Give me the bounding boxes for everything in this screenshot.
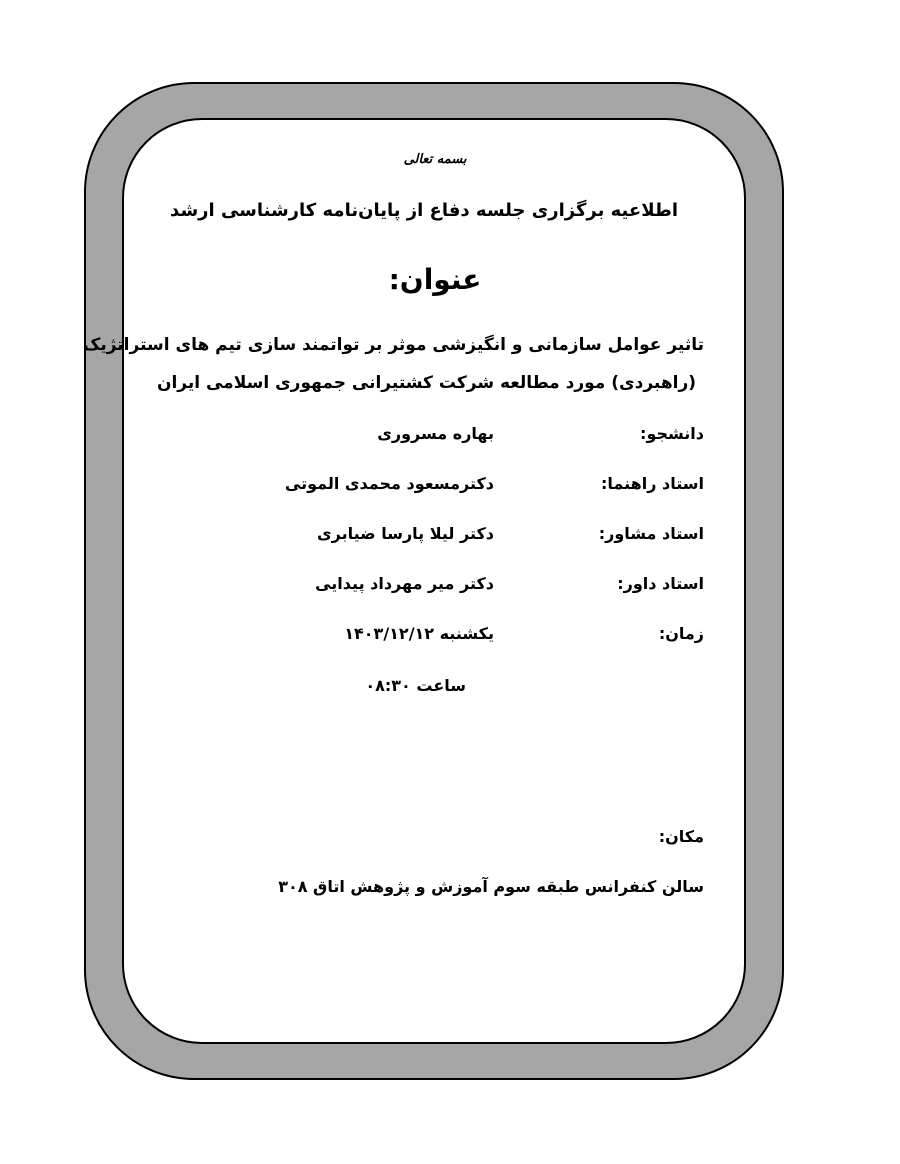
advisor-value: دکتر لیلا پارسا ضیابری [317,524,494,543]
date-value: یکشنبه ۱۴۰۳/۱۲/۱۲ [344,624,494,643]
place-value: سالن کنفرانس طبقه سوم آموزش و پژوهش اتاق ۳۰۸ [278,877,704,896]
date-label: زمان: [658,624,704,643]
student-value: بهاره مسروری [377,424,494,443]
invocation-heading: بسمه تعالی [403,152,467,167]
thesis-title-line-2: (راهبردی) مورد مطالعه شرکت کشتیرانی جمهوری اسلامی ایران [156,373,696,393]
advisor-label: استاد مشاور: [598,524,704,543]
thesis-title-line-1: تاثیر عوامل سازمانی و انگیزشی موثر بر تواتمند سازی تیم های استراتژیک [82,335,704,355]
referee-value: دکتر میر مهرداد پیدایی [315,574,494,593]
time-value: ساعت ۰۸:۳۰ [365,676,466,695]
title-label: عنوان: [388,263,482,296]
referee-label: استاد داور: [617,574,704,593]
student-label: دانشجو: [640,424,704,443]
place-label: مکان: [658,827,704,846]
announcement-heading: اطلاعیه برگزاری جلسه دفاع از پایان‌نامه کارشناسی ارشد [170,200,678,221]
supervisor-value: دکترمسعود محمدی الموتی [284,474,494,493]
supervisor-label: استاد راهنما: [601,474,704,493]
